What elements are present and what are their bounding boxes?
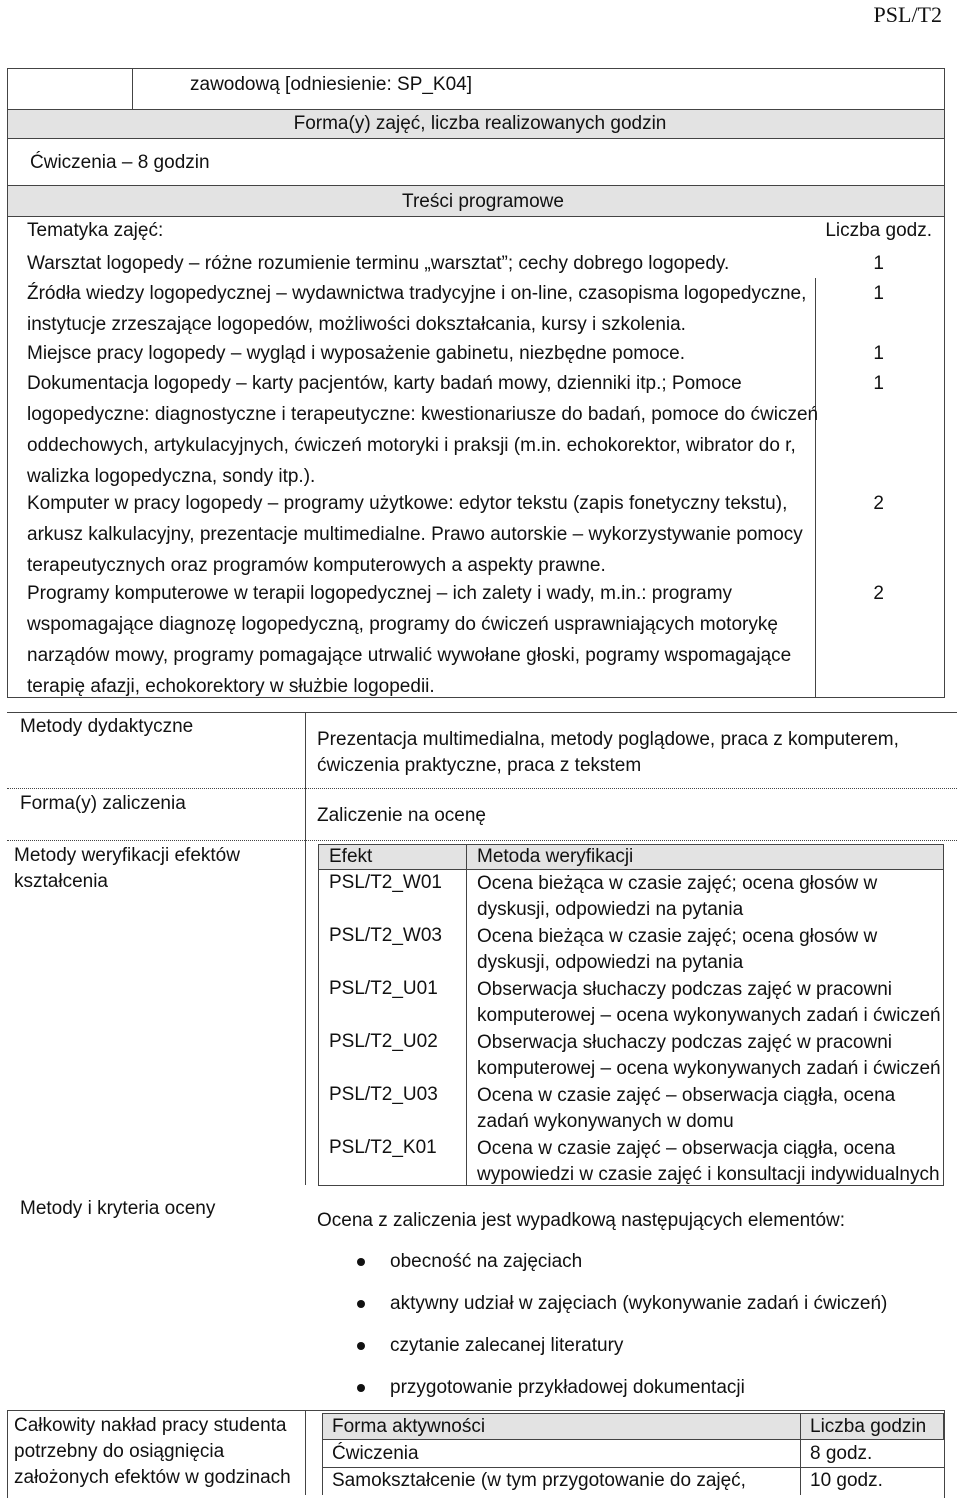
verification-method: Obserwacja słuchaczy podczas zajęć w pracowni komputerowej – ocena wykonywanych zadań i ćwiczeń bbox=[477, 979, 941, 1026]
activity: Ćwiczenia bbox=[332, 1443, 419, 1464]
criteria-intro: Ocena z zaliczenia jest wypadkową następujących elementów: bbox=[317, 1210, 846, 1231]
effect-code: PSL/T2_U01 bbox=[329, 978, 438, 999]
verification-method: Ocena bieżąca w czasie zajęć; ocena głosów w dyskusji, odpowiedzi na pytania bbox=[477, 873, 878, 920]
topic-4-hours: 1 bbox=[873, 373, 884, 394]
topic-1-hours: 1 bbox=[873, 253, 884, 274]
verification-method: Ocena bieżąca w czasie zajęć; ocena głosów w dyskusji, odpowiedzi na pytania bbox=[477, 926, 878, 973]
topic-1: Warsztat logopedy – różne rozumienie terminu „warsztat”; cechy dobrego logopedy. bbox=[27, 253, 730, 274]
forms-value: Ćwiczenia – 8 godzin bbox=[30, 152, 210, 173]
col-activity: Forma aktywności bbox=[332, 1416, 486, 1437]
verification-method: Ocena w czasie zajęć – obserwacja ciągła, ocena wypowiedzi w czasie zajęć i konsultacji indywidualnych bbox=[477, 1138, 940, 1185]
verification-method: Ocena w czasie zajęć – obserwacja ciągła, ocena zadań wykonywanych w domu bbox=[477, 1085, 896, 1132]
bullet-icon bbox=[357, 1258, 365, 1266]
col-method: Metoda weryfikacji bbox=[477, 846, 634, 867]
bullet-icon bbox=[357, 1384, 365, 1392]
bullet-icon bbox=[357, 1300, 365, 1308]
document-code: PSL/T2 bbox=[873, 2, 942, 27]
content-header-label: Treści programowe bbox=[402, 191, 564, 212]
effect-code: PSL/T2_W01 bbox=[329, 872, 442, 893]
assessment-label: Forma(y) zaliczenia bbox=[20, 793, 186, 814]
effect-code: PSL/T2_U02 bbox=[329, 1031, 438, 1052]
col-effect: Efekt bbox=[329, 846, 373, 867]
criteria-item: przygotowanie przykładowej dokumentacji bbox=[390, 1377, 745, 1398]
assessment-value: Zaliczenie na ocenę bbox=[317, 805, 486, 826]
effect-code: PSL/T2_U03 bbox=[329, 1084, 438, 1105]
topic-2-hours: 1 bbox=[873, 283, 884, 304]
topic-6-hours: 2 bbox=[873, 583, 884, 604]
criteria-item: obecność na zajęciach bbox=[390, 1251, 583, 1272]
effect-code: PSL/T2_K01 bbox=[329, 1137, 437, 1158]
forms-header-label: Forma(y) zajęć, liczba realizowanych godzin bbox=[293, 113, 667, 134]
topic-4: Dokumentacja logopedy – karty pacjentów, karty badań mowy, dzienniki itp.; Pomoce logopedyczne: diagnostyczne i terapeutyczne: kwestionariusze do badań, pomoce do ćwiczeń oddechowych, artykulacyjnych, ćwiczeń motoryki i praksji (m.in. echokorektor, wibrator do r, walizka logopedyczna, sondy itp.). bbox=[27, 373, 819, 487]
bullet-icon bbox=[357, 1342, 365, 1350]
criteria-item: aktywny udział w zajęciach (wykonywanie zadań i ćwiczeń) bbox=[390, 1293, 888, 1314]
methods-label: Metody dydaktyczne bbox=[20, 716, 194, 737]
topic-label: Tematyka zajęć: bbox=[27, 220, 164, 241]
topic-6: Programy komputerowe w terapii logopedycznej – ich zalety i wady, m.in.: programy wspomagające diagnozę logopedyczną, programy do ćwiczeń usprawniających motorykę narządów mowy, programy pomagające utrwalić wywołane głoski, pogramy wspomagające terapię afazji, echokorektory w służbie logopedii. bbox=[27, 583, 792, 697]
outcomes-row bbox=[7, 68, 945, 110]
topic-3: Miejsce pracy logopedy – wygląd i wyposażenie gabinetu, niezbędne pomoce. bbox=[27, 343, 686, 364]
outcome-tail: zawodową [odniesienie: SP_K04] bbox=[190, 74, 473, 95]
methods-value: Prezentacja multimedialna, metody poglądowe, praca z komputerem, ćwiczenia praktyczne, praca z tekstem bbox=[317, 729, 899, 776]
activity-hours: 8 godz. bbox=[810, 1443, 873, 1464]
topic-5-hours: 2 bbox=[873, 493, 884, 514]
criteria-label: Metody i kryteria oceny bbox=[20, 1198, 216, 1219]
activity-hours: 10 godz. bbox=[810, 1470, 883, 1491]
activity: Samokształcenie (w tym przygotowanie do zajęć, bbox=[332, 1470, 746, 1491]
col-hours: Liczba godzin bbox=[810, 1416, 927, 1437]
workload-label: Całkowity nakład pracy studenta potrzebny do osiągnięcia założonych efektów w godzinach bbox=[14, 1415, 291, 1488]
hours-label: Liczba godz. bbox=[825, 220, 932, 241]
verification-label: Metody weryfikacji efektów kształcenia bbox=[14, 845, 240, 892]
verification-method: Obserwacja słuchaczy podczas zajęć w pracowni komputerowej – ocena wykonywanych zadań i ćwiczeń bbox=[477, 1032, 941, 1079]
topic-5: Komputer w pracy logopedy – programy użytkowe: edytor tekstu (zapis fonetyczny tekstu), arkusz kalkulacyjny, prezentacje multimedialne. Prawo autorskie – wykorzystywanie pomocy terapeutycznych oraz programów komputerowych a aspekty prawne. bbox=[27, 493, 803, 576]
topic-3-hours: 1 bbox=[873, 343, 884, 364]
effect-code: PSL/T2_W03 bbox=[329, 925, 442, 946]
criteria-item: czytanie zalecanej literatury bbox=[390, 1335, 624, 1356]
topic-2: Źródła wiedzy logopedycznej – wydawnictwa tradycyjne i on-line, czasopisma logopedyczne, instytucje zrzeszające logopedów, możliwości dokształcania, kursy i szkolenia. bbox=[27, 283, 807, 335]
